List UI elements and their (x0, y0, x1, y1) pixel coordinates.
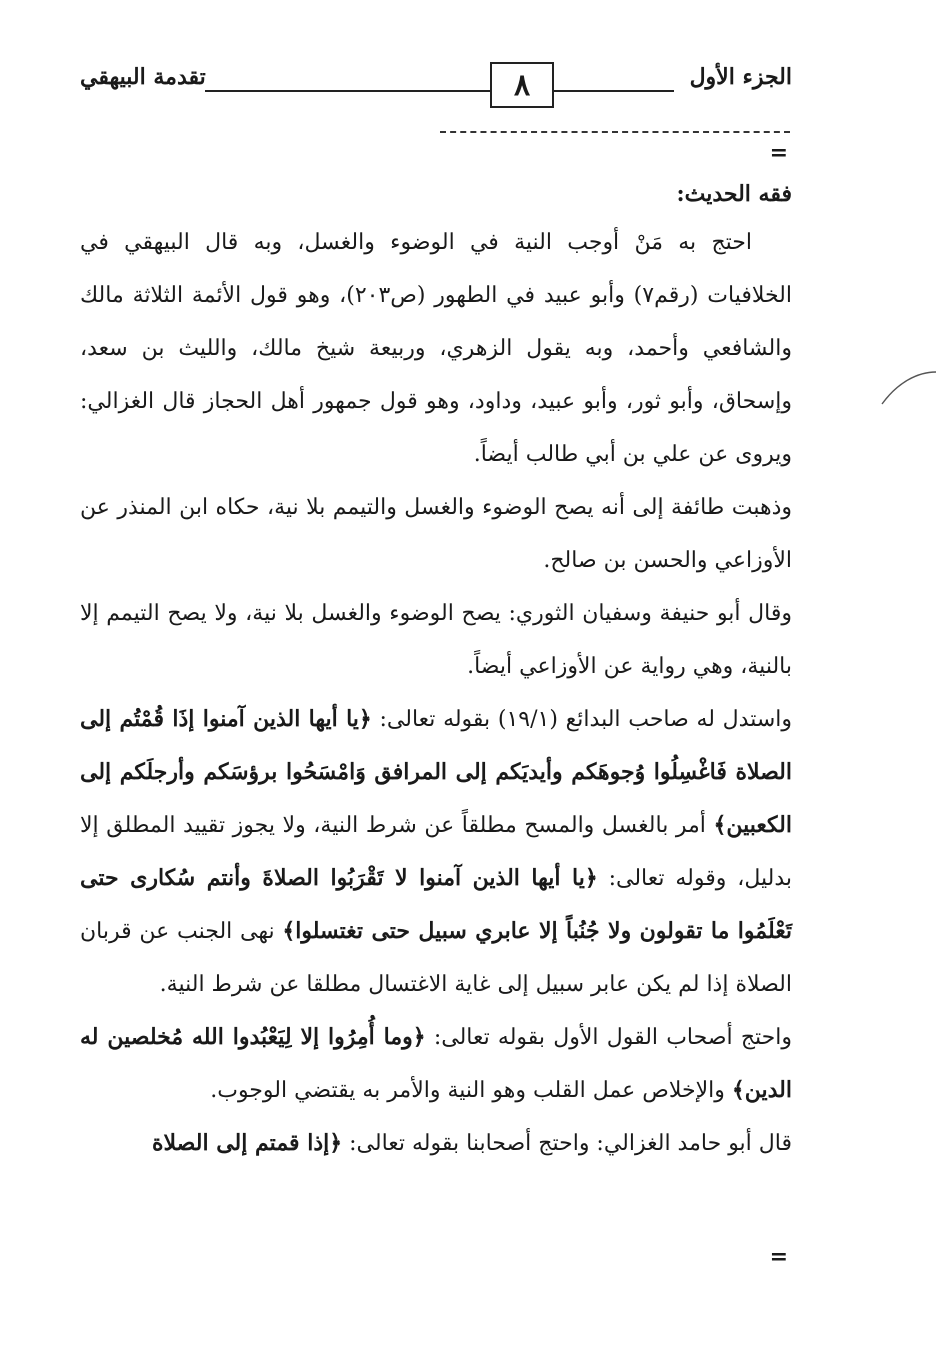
continuation-mark-bottom: = (769, 1244, 788, 1270)
section-title: فقه الحديث: (676, 181, 792, 207)
header-rule-left (205, 90, 490, 92)
quran-quote: ﴿إذا قمتم إلى الصلاة (152, 1130, 343, 1156)
page-number: ٨ (513, 67, 531, 103)
paragraph (80, 1011, 792, 1117)
text-run: نهى الجنب عن قربان الصلاة إذا لم يكن عابر سبيل إلى غاية الاغتسال مطلقا عن شرط النية. (80, 919, 792, 997)
quran-quote: ﴿يا أيها الذين آمنوا لا تَقْرَبُوا الصلاةَ وأنتم سُكارى حتى تَعْلَمُوا ما تقولون ولا جُنُباً إلا عابري سبيل حتى تغتسلوا﴾ (80, 865, 792, 944)
paragraph (80, 216, 792, 481)
text-run: والإخلاص عمل القلب وهو النية والأمر به يقتضي الوجوب. (210, 1078, 732, 1103)
paragraph (80, 481, 792, 587)
text-run: وذهبت طائفة إلى أنه يصح الوضوء والغسل والتيمم بلا نية، حكاه ابن المنذر عن الأوزاعي والحسن بن صالح. (80, 495, 792, 573)
text-run: واحتج أصحاب القول الأول بقوله تعالى: (425, 1025, 792, 1050)
paragraph-list (80, 216, 792, 1170)
quran-quote: ﴿يا أيها الذين آمنوا إذَا قُمْتُم إلى الصلاة فَاغْسِلُوا وُجوهَكم وأيديَكم إلى المرافق وَامْسَحُوا برؤسَكم وأرجلَكم إلى الكعبين﴾ (80, 706, 792, 838)
text-run: أمر بالغسل والمسح مطلقاً عن شرط النية، ولا يجوز تقييد المطلق إلا بدليل، وقوله تعالى: (80, 813, 792, 891)
text-run: قال أبو حامد الغزالي: واحتج أصحابنا بقوله تعالى: (342, 1131, 792, 1156)
header-rule-right (554, 90, 674, 92)
text-run: احتج به مَنْ أوجب النية في الوضوء والغسل، وبه قال البيهقي في الخلافيات (رقم٧) وأبو عبيد في الطهور (ص٢٠٣)، وهو قول الأئمة الثلاثة مالك والشافعي وأحمد، وبه يقول الزهري، وربيعة شيخ مالك، والليث بن سعد، وإسحاق، وأبو ثور، وأبو عبيد، وداود، وهو قول جمهور أهل الحجاز قال الغزالي: ويروى عن علي بن أبي طالب أيضاً. (80, 230, 792, 467)
page-number-box (490, 62, 554, 108)
continuation-mark-top: = (769, 140, 788, 166)
text-run: وقال أبو حنيفة وسفيان الثوري: يصح الوضوء والغسل بلا نية، ولا يصح التيمم إلا بالنية، وهي رواية عن الأوزاعي أيضاً. (80, 601, 792, 679)
text-run: واستدل له صاحب البدائع (١٩/١) بقوله تعالى: (371, 707, 793, 732)
paragraph (80, 693, 792, 1011)
paragraph (80, 1117, 792, 1170)
dashed-separator (440, 131, 790, 133)
book-title: تقدمة البيهقي (80, 64, 206, 90)
pen-stroke-mark (878, 368, 938, 408)
main-text (80, 172, 792, 1170)
quran-quote: ﴿وما أُمِرُوا إلا لِيَعْبُدوا الله مُخلصين له الدين﴾ (80, 1024, 792, 1103)
paragraph (80, 587, 792, 693)
running-header (80, 62, 792, 118)
volume-label: الجزء الأول (689, 64, 792, 90)
